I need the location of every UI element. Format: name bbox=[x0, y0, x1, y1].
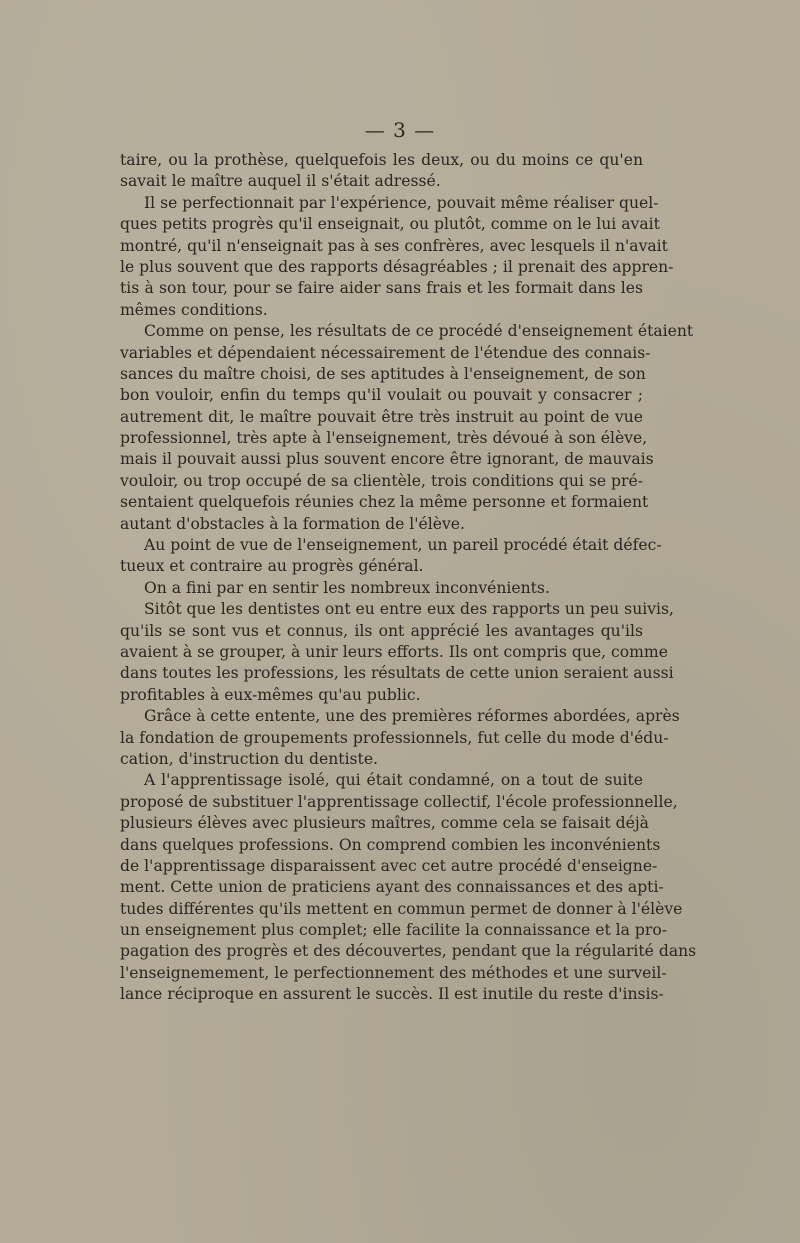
text-line: dans quelques professions. On comprend combien les inconvénients bbox=[120, 835, 661, 854]
text-line: variables et dépendaient nécessairement de l'étendue des connais- bbox=[120, 343, 651, 362]
text-line: professionnel, très apte à l'enseignement, très dévoué à son élève, bbox=[120, 429, 648, 448]
text-line: mais il pouvait aussi plus souvent encore être ignorant, de mauvais bbox=[120, 450, 654, 469]
text-line: mêmes conditions. bbox=[120, 300, 268, 319]
text-line: la fondation de groupements professionnels, fut celle du mode d'édu- bbox=[120, 728, 669, 747]
text-line: autant d'obstacles à la formation de l'élève. bbox=[120, 514, 465, 533]
text-line: bon vouloir, enfin du temps qu'il voulait ou pouvait y consacrer ; bbox=[120, 386, 643, 405]
text-line: montré, qu'il n'enseignait pas à ses confrères, avec lesquels il n'avait bbox=[120, 236, 668, 255]
text-line: le plus souvent que des rapports désagréables ; il prenait des appren- bbox=[120, 257, 674, 276]
text-line: autrement dit, le maître pouvait être très instruit au point de vue bbox=[120, 407, 643, 426]
text-line: sentaient quelquefois réunies chez la même personne et formaient bbox=[120, 493, 649, 512]
text-line: Sitôt que les dentistes ont eu entre eux des rapports un peu suivis, bbox=[144, 600, 674, 619]
text-line: de l'apprentissage disparaissent avec cet autre procédé d'enseigne- bbox=[120, 856, 658, 875]
text-line: pagation des progrès et des découvertes, pendant que la régularité dans bbox=[120, 942, 697, 961]
text-line: On a fini par en sentir les nombreux inconvénients. bbox=[144, 578, 550, 597]
text-line: ques petits progrès qu'il enseignait, ou plutôt, comme on le lui avait bbox=[120, 215, 660, 234]
text-line: tis à son tour, pour se faire aider sans frais et les formait dans les bbox=[120, 279, 643, 298]
text-line: l'enseignemement, le perfectionnement des méthodes et une surveil- bbox=[120, 963, 667, 982]
text-line: Au point de vue de l'enseignement, un pareil procédé était défec- bbox=[144, 536, 662, 555]
text-line: dans toutes les professions, les résultats de cette union seraient aussi bbox=[120, 664, 674, 683]
text-line: Grâce à cette entente, une des premières réformes abordées, après bbox=[144, 707, 680, 726]
text-line: savait le maître auquel il s'était adressé. bbox=[120, 172, 441, 191]
text-line: plusieurs élèves avec plusieurs maîtres, comme cela se faisait déjà bbox=[120, 814, 649, 833]
text-line: un enseignement plus complet; elle facilite la connaissance et la pro- bbox=[120, 921, 668, 940]
text-line: cation, d'instruction du dentiste. bbox=[120, 749, 379, 768]
text-line: sances du maître choisi, de ses aptitudes à l'enseignement, de son bbox=[120, 364, 646, 383]
text-line: Comme on pense, les résultats de ce procédé d'enseignement étaient bbox=[144, 322, 694, 341]
text-line: A l'apprentissage isolé, qui était condamné, on a tout de suite bbox=[144, 771, 643, 790]
body-text bbox=[120, 150, 697, 1006]
text-line: tudes différentes qu'ils mettent en commun permet de donner à l'élève bbox=[120, 899, 683, 918]
text-line: taire, ou la prothèse, quelquefois les deux, ou du moins ce qu'en bbox=[120, 151, 643, 169]
text-line: profitables à eux-mêmes qu'au public. bbox=[120, 685, 421, 704]
text-line: lance réciproque en assurent le succès. Il est inutile du reste d'insis- bbox=[120, 985, 664, 1004]
text-line: ment. Cette union de praticiens ayant des connaissances et des apti- bbox=[120, 878, 664, 897]
text-line: proposé de substituer l'apprentissage collectif, l'école professionnelle, bbox=[120, 792, 678, 811]
text-line: avaient à se grouper, à unir leurs efforts. Ils ont compris que, comme bbox=[120, 642, 668, 661]
text-line: vouloir, ou trop occupé de sa clientèle, trois conditions qui se pré- bbox=[120, 471, 643, 490]
text-line: Il se perfectionnait par l'expérience, pouvait même réaliser quel- bbox=[144, 193, 659, 212]
page-number: — 3 — bbox=[364, 118, 436, 142]
text-line: tueux et contraire au progrès général. bbox=[120, 557, 424, 576]
text-line: qu'ils se sont vus et connus, ils ont apprécié les avantages qu'ils bbox=[120, 621, 643, 640]
